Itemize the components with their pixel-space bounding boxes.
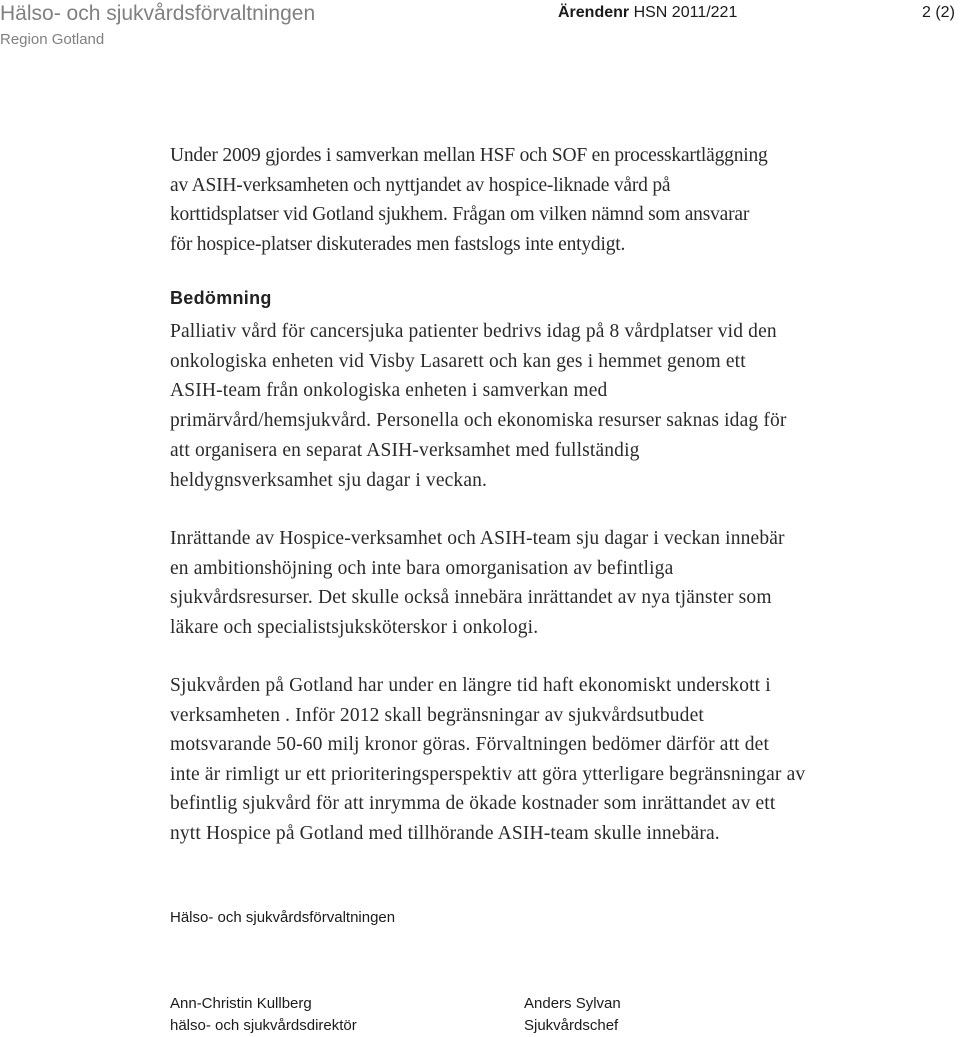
- assessment-paragraph-2: [170, 524, 785, 643]
- paragraph-line: primärvård/hemsjukvård. Personella och ekonomiska resurser saknas idag för: [170, 410, 787, 432]
- assessment-paragraph-1: [170, 317, 787, 495]
- paragraph-line: ASIH-team från onkologiska enheten i samverkan med: [170, 380, 608, 402]
- header-region: Region Gotland: [0, 31, 105, 48]
- paragraph-line: Inrättande av Hospice-verksamhet och ASIH-team sju dagar i veckan innebär: [170, 528, 785, 549]
- signatory-name: Anders Sylvan: [524, 995, 621, 1012]
- paragraph-line: sjukvårdsresurser. Det skulle också innebära inrättandet av nya tjänster som: [170, 587, 772, 609]
- signatory-title: hälso- och sjukvårdsdirektör: [170, 1017, 357, 1034]
- paragraph-line: verksamheten . Inför 2012 skall begränsningar av sjukvårdsutbudet: [170, 704, 704, 726]
- paragraph-line: Palliativ vård för cancersjuka patienter bedrivs idag på 8 vårdplatser vid den: [170, 321, 777, 342]
- signatory-right: [524, 993, 621, 1037]
- paragraph-line: heldygnsverksamhet sju dagar i veckan.: [170, 469, 488, 491]
- paragraph-line: korttidsplatser vid Gotland sjukhem. Frågan om vilken nämnd som ansvarar: [170, 204, 750, 225]
- assessment-paragraph-3: [170, 671, 805, 848]
- paragraph-line: inte är rimligt ur ett prioriteringsperspektiv att göra ytterligare begränsningar av: [170, 763, 806, 785]
- intro-paragraph: [170, 141, 768, 259]
- signatory-left: [170, 993, 357, 1037]
- paragraph-line: läkare och specialistsjuksköterskor i onkologi.: [170, 617, 539, 639]
- paragraph-line: en ambitionshöjning och inte bara omorganisation av befintliga: [170, 557, 674, 579]
- page-number: 2 (2): [922, 4, 955, 21]
- paragraph-line: att organisera en separat ASIH-verksamhet med fullständig: [170, 439, 640, 461]
- footer-organization: Hälso- och sjukvårdsförvaltningen: [170, 909, 396, 926]
- paragraph-line: befintlig sjukvård för att inrymma de ökade kostnader som inrättandet av ett: [170, 793, 776, 814]
- signatory-title: Sjukvårdschef: [524, 1017, 619, 1034]
- paragraph-line: Under 2009 gjordes i samverkan mellan HSF och SOF en processkartläggning: [170, 145, 768, 166]
- case-label: Ärendenr: [558, 4, 630, 21]
- signatory-name: Ann-Christin Kullberg: [170, 995, 312, 1012]
- section-heading: Bedömning: [170, 288, 272, 308]
- paragraph-line: motsvarande 50-60 milj kronor göras. Förvaltningen bedömer därför att det: [170, 734, 770, 755]
- paragraph-line: för hospice-platser diskuterades men fastslogs inte entydigt.: [170, 233, 626, 255]
- paragraph-line: av ASIH-verksamheten och nyttjandet av hospice-liknade vård på: [170, 174, 671, 196]
- paragraph-line: onkologiska enheten vid Visby Lasarett och kan ges i hemmet genom ett: [170, 350, 746, 372]
- paragraph-line: nytt Hospice på Gotland med tillhörande ASIH-team skulle innebära.: [170, 822, 720, 844]
- paragraph-line: Sjukvården på Gotland har under en längre tid haft ekonomiskt underskott i: [170, 675, 771, 696]
- case-reference: [558, 4, 737, 22]
- header-organization: Hälso- och sjukvårdsförvaltningen: [0, 2, 316, 25]
- case-number: HSN 2011/221: [633, 4, 738, 21]
